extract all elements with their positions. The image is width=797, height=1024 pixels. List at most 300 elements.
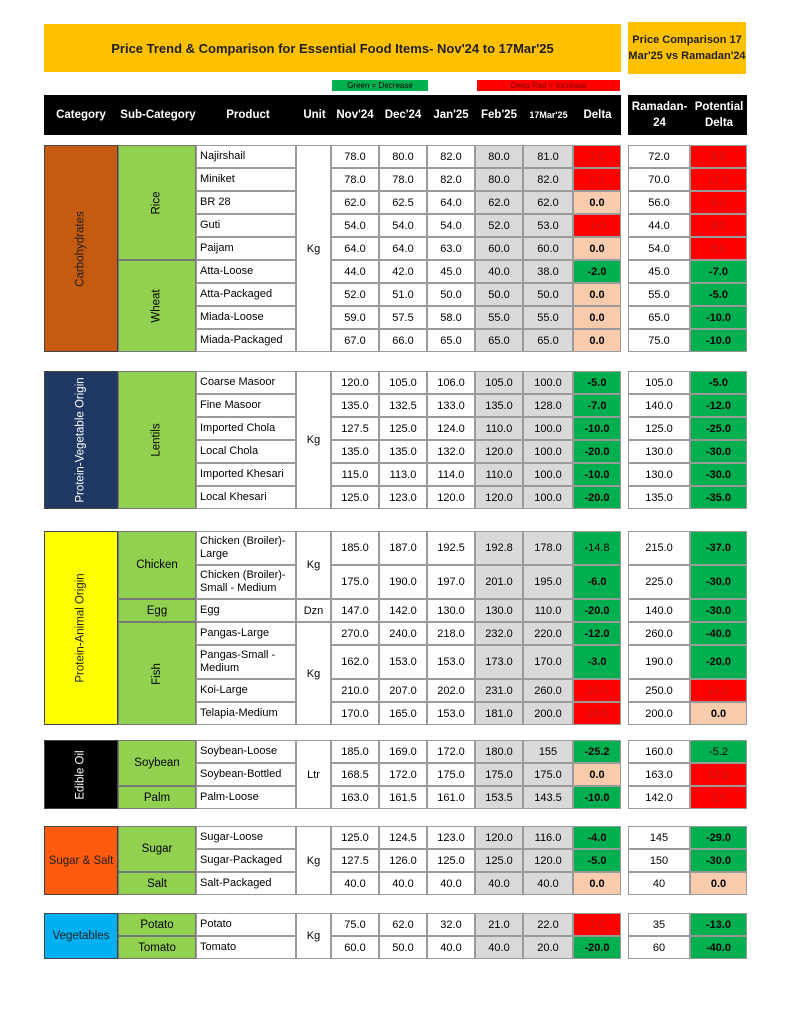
- price-ramadan24: 130.0: [628, 463, 690, 486]
- subcategory-label: Potato: [140, 918, 174, 931]
- delta-cell: -25.2: [573, 740, 621, 763]
- price-dec24: 50.0: [379, 936, 427, 959]
- delta-cell: -20.0: [573, 936, 621, 959]
- price-jan25: 106.0: [427, 371, 475, 394]
- product-name: Local Khesari: [196, 486, 296, 509]
- delta-cell: 0.0: [573, 306, 621, 329]
- price-jan25: 65.0: [427, 329, 475, 352]
- price-ramadan24: 72.0: [628, 145, 690, 168]
- potential-delta-cell: 10.0: [690, 679, 747, 702]
- price-dec24: 135.0: [379, 440, 427, 463]
- price-ramadan24: 225.0: [628, 565, 690, 599]
- price-nov24: 67.0: [331, 329, 379, 352]
- price-jan25: 50.0: [427, 283, 475, 306]
- price-nov24: 59.0: [331, 306, 379, 329]
- price-feb25: 153.5: [475, 786, 523, 809]
- subcategory-label: Soybean: [134, 757, 180, 769]
- price-feb25: 105.0: [475, 371, 523, 394]
- header-nov24: Nov'24: [336, 109, 374, 121]
- potential-delta-cell: -7.0: [690, 260, 747, 283]
- price-mar25: 40.0: [523, 872, 573, 895]
- subcategory-potato: [118, 913, 196, 936]
- price-jan25: 125.0: [427, 849, 475, 872]
- subcategory-label: Rice: [150, 190, 163, 215]
- price-nov24: 64.0: [331, 237, 379, 260]
- price-feb25: 231.0: [475, 679, 523, 702]
- potential-delta-cell: 6.0: [690, 237, 747, 260]
- price-ramadan24: 40: [628, 872, 690, 895]
- header-jan25: Jan'25: [433, 109, 469, 121]
- price-mar25: 155: [523, 740, 573, 763]
- price-dec24: 172.0: [379, 763, 427, 786]
- potential-delta-cell: -29.0: [690, 826, 747, 849]
- potential-delta-cell: -30.0: [690, 565, 747, 599]
- category-label: Sugar & Salt: [48, 854, 114, 867]
- price-mar25: 38.0: [523, 260, 573, 283]
- price-mar25: 220.0: [523, 622, 573, 645]
- price-nov24: 44.0: [331, 260, 379, 283]
- delta-cell: 19.0: [573, 702, 621, 725]
- subcategory-label: Chicken: [136, 559, 178, 571]
- price-ramadan24: 250.0: [628, 679, 690, 702]
- price-dec24: 51.0: [379, 283, 427, 306]
- delta-cell: -20.0: [573, 599, 621, 622]
- product-name: Najirshail: [196, 145, 296, 168]
- product-name: Atta-Packaged: [196, 283, 296, 306]
- price-dec24: 64.0: [379, 237, 427, 260]
- subcategory-chicken: [118, 531, 196, 599]
- price-jan25: 161.0: [427, 786, 475, 809]
- subcategory-label: Fish: [150, 662, 163, 685]
- unit-cell: Kg: [296, 826, 331, 895]
- price-nov24: 135.0: [331, 394, 379, 417]
- delta-cell: 0.0: [573, 329, 621, 352]
- price-nov24: 270.0: [331, 622, 379, 645]
- subcategory-sugar: [118, 826, 196, 872]
- potential-delta-cell: -5.0: [690, 371, 747, 394]
- price-mar25: 120.0: [523, 849, 573, 872]
- subcategory-fish: [118, 622, 196, 725]
- category-edible-oil: [44, 740, 118, 809]
- report-title: Price Trend & Comparison for Essential Food Items- Nov'24 to 17Mar'25: [44, 24, 621, 72]
- category-protein-animal-origin: [44, 531, 118, 725]
- delta-cell: 29.0: [573, 679, 621, 702]
- product-name: Local Chola: [196, 440, 296, 463]
- product-name: Imported Chola: [196, 417, 296, 440]
- category-label: Protein-Animal Origin: [75, 573, 88, 683]
- category-vegetables: [44, 913, 118, 959]
- price-mar25: 82.0: [523, 168, 573, 191]
- potential-delta-cell: 0.0: [690, 872, 747, 895]
- subcategory-salt: [118, 872, 196, 895]
- product-name: Koi-Large: [196, 679, 296, 702]
- product-name: BR 28: [196, 191, 296, 214]
- price-mar25: 200.0: [523, 702, 573, 725]
- delta-cell: -10.0: [573, 417, 621, 440]
- price-dec24: 66.0: [379, 329, 427, 352]
- price-dec24: 80.0: [379, 145, 427, 168]
- price-ramadan24: 75.0: [628, 329, 690, 352]
- price-feb25: 181.0: [475, 702, 523, 725]
- product-name: Tomato: [196, 936, 296, 959]
- price-feb25: 80.0: [475, 145, 523, 168]
- price-nov24: 40.0: [331, 872, 379, 895]
- price-mar25: 62.0: [523, 191, 573, 214]
- price-feb25: 135.0: [475, 394, 523, 417]
- delta-cell: 0.0: [573, 237, 621, 260]
- subcategory-label: Tomato: [138, 941, 176, 954]
- price-ramadan24: 45.0: [628, 260, 690, 283]
- delta-cell: -14.8: [573, 531, 621, 565]
- price-jan25: 40.0: [427, 936, 475, 959]
- price-feb25: 40.0: [475, 872, 523, 895]
- price-dec24: 190.0: [379, 565, 427, 599]
- product-name: Miniket: [196, 168, 296, 191]
- price-dec24: 105.0: [379, 371, 427, 394]
- price-jan25: 130.0: [427, 599, 475, 622]
- price-mar25: 81.0: [523, 145, 573, 168]
- price-feb25: 110.0: [475, 417, 523, 440]
- price-feb25: 175.0: [475, 763, 523, 786]
- product-name: Egg: [196, 599, 296, 622]
- price-jan25: 82.0: [427, 145, 475, 168]
- product-name: Salt-Packaged: [196, 872, 296, 895]
- price-dec24: 40.0: [379, 872, 427, 895]
- delta-cell: -10.0: [573, 786, 621, 809]
- potential-delta-cell: -30.0: [690, 599, 747, 622]
- price-mar25: 22.0: [523, 913, 573, 936]
- potential-delta-cell: -5.2: [690, 740, 747, 763]
- potential-delta-cell: -5.0: [690, 283, 747, 306]
- price-ramadan24: 44.0: [628, 214, 690, 237]
- price-mar25: 170.0: [523, 645, 573, 679]
- price-feb25: 65.0: [475, 329, 523, 352]
- potential-delta-cell: 9.0: [690, 145, 747, 168]
- price-jan25: 82.0: [427, 168, 475, 191]
- price-ramadan24: 190.0: [628, 645, 690, 679]
- price-jan25: 202.0: [427, 679, 475, 702]
- header-unit: Unit: [303, 109, 326, 121]
- product-name: Miada-Loose: [196, 306, 296, 329]
- price-nov24: 147.0: [331, 599, 379, 622]
- subcategory-label: Wheat: [151, 289, 163, 323]
- potential-delta-cell: 1.5: [690, 786, 747, 809]
- price-jan25: 123.0: [427, 826, 475, 849]
- price-dec24: 161.5: [379, 786, 427, 809]
- price-nov24: 185.0: [331, 740, 379, 763]
- price-nov24: 54.0: [331, 214, 379, 237]
- price-mar25: 100.0: [523, 440, 573, 463]
- price-nov24: 210.0: [331, 679, 379, 702]
- subcategory-label: Lentils: [151, 423, 163, 457]
- category-label: Vegetables: [52, 930, 110, 942]
- potential-delta-cell: -25.0: [690, 417, 747, 440]
- category-label: Carbohydrates: [75, 210, 87, 287]
- price-jan25: 132.0: [427, 440, 475, 463]
- price-dec24: 54.0: [379, 214, 427, 237]
- subcategory-rice: [118, 145, 196, 260]
- price-mar25: 100.0: [523, 417, 573, 440]
- price-feb25: 120.0: [475, 440, 523, 463]
- header-dec24: Dec'24: [384, 109, 422, 121]
- price-jan25: 120.0: [427, 486, 475, 509]
- price-ramadan24: 150: [628, 849, 690, 872]
- potential-delta-cell: 9.0: [690, 214, 747, 237]
- price-dec24: 57.5: [379, 306, 427, 329]
- subcategory-palm: [118, 786, 196, 809]
- header-mar25: 17Mar'25: [529, 110, 568, 120]
- price-mar25: 60.0: [523, 237, 573, 260]
- product-name: Sugar-Loose: [196, 826, 296, 849]
- unit-cell: Dzn: [296, 599, 331, 622]
- price-ramadan24: 200.0: [628, 702, 690, 725]
- price-ramadan24: 130.0: [628, 440, 690, 463]
- subcategory-label: Palm: [143, 791, 171, 804]
- price-ramadan24: 135.0: [628, 486, 690, 509]
- price-nov24: 127.5: [331, 849, 379, 872]
- delta-cell: -2.0: [573, 260, 621, 283]
- delta-cell: -20.0: [573, 486, 621, 509]
- price-dec24: 62.0: [379, 913, 427, 936]
- price-dec24: 113.0: [379, 463, 427, 486]
- price-mar25: 143.5: [523, 786, 573, 809]
- price-dec24: 207.0: [379, 679, 427, 702]
- price-nov24: 168.5: [331, 763, 379, 786]
- price-jan25: 64.0: [427, 191, 475, 214]
- delta-cell: 0.0: [573, 191, 621, 214]
- price-mar25: 128.0: [523, 394, 573, 417]
- price-nov24: 162.0: [331, 645, 379, 679]
- price-ramadan24: 65.0: [628, 306, 690, 329]
- price-jan25: 153.0: [427, 645, 475, 679]
- price-dec24: 132.5: [379, 394, 427, 417]
- potential-delta-cell: 0.0: [690, 702, 747, 725]
- price-dec24: 153.0: [379, 645, 427, 679]
- delta-cell: 0.0: [573, 872, 621, 895]
- header-potential-delta: Potential Delta: [691, 95, 747, 135]
- header-feb25: Feb'25: [481, 109, 517, 121]
- product-name: Paijam: [196, 237, 296, 260]
- price-jan25: 45.0: [427, 260, 475, 283]
- price-nov24: 175.0: [331, 565, 379, 599]
- product-name: Pangas-Small - Medium: [196, 645, 296, 679]
- price-nov24: 135.0: [331, 440, 379, 463]
- delta-cell: -6.0: [573, 565, 621, 599]
- delta-cell: -5.0: [573, 371, 621, 394]
- delta-cell: -3.0: [573, 645, 621, 679]
- delta-cell: -20.0: [573, 440, 621, 463]
- price-dec24: 123.0: [379, 486, 427, 509]
- price-jan25: 63.0: [427, 237, 475, 260]
- price-mar25: 50.0: [523, 283, 573, 306]
- price-feb25: 173.0: [475, 645, 523, 679]
- price-nov24: 125.0: [331, 826, 379, 849]
- price-ramadan24: 260.0: [628, 622, 690, 645]
- delta-cell: -10.0: [573, 463, 621, 486]
- subcategory-lentils: [118, 371, 196, 509]
- delta-cell: -7.0: [573, 394, 621, 417]
- product-name: Soybean-Bottled: [196, 763, 296, 786]
- delta-cell: 1.0: [573, 214, 621, 237]
- price-ramadan24: 142.0: [628, 786, 690, 809]
- price-feb25: 120.0: [475, 486, 523, 509]
- price-nov24: 185.0: [331, 531, 379, 565]
- potential-delta-cell: -12.0: [690, 394, 747, 417]
- price-ramadan24: 163.0: [628, 763, 690, 786]
- subcategory-label: Salt: [147, 877, 167, 890]
- price-feb25: 201.0: [475, 565, 523, 599]
- price-feb25: 120.0: [475, 826, 523, 849]
- price-nov24: 78.0: [331, 168, 379, 191]
- potential-delta-cell: -30.0: [690, 463, 747, 486]
- price-mar25: 110.0: [523, 599, 573, 622]
- price-jan25: 133.0: [427, 394, 475, 417]
- potential-delta-cell: -10.0: [690, 329, 747, 352]
- comparison-title: Price Comparison 17 Mar'25 vs Ramadan'24: [628, 22, 746, 74]
- subcategory-soybean: [118, 740, 196, 786]
- price-feb25: 55.0: [475, 306, 523, 329]
- price-dec24: 240.0: [379, 622, 427, 645]
- price-ramadan24: 105.0: [628, 371, 690, 394]
- price-nov24: 170.0: [331, 702, 379, 725]
- price-feb25: 80.0: [475, 168, 523, 191]
- unit-cell: Kg: [296, 913, 331, 959]
- price-jan25: 153.0: [427, 702, 475, 725]
- price-ramadan24: 145: [628, 826, 690, 849]
- price-jan25: 175.0: [427, 763, 475, 786]
- delta-cell: -5.0: [573, 849, 621, 872]
- delta-cell: 1.0: [573, 913, 621, 936]
- legend-red: Deep Red = Increase: [477, 80, 620, 91]
- product-name: Soybean-Loose: [196, 740, 296, 763]
- price-dec24: 126.0: [379, 849, 427, 872]
- product-name: Palm-Loose: [196, 786, 296, 809]
- price-dec24: 124.5: [379, 826, 427, 849]
- potential-delta-cell: -10.0: [690, 306, 747, 329]
- price-feb25: 40.0: [475, 260, 523, 283]
- potential-delta-cell: -20.0: [690, 645, 747, 679]
- potential-delta-cell: -30.0: [690, 849, 747, 872]
- category-label: Edible Oil: [75, 749, 87, 800]
- price-nov24: 115.0: [331, 463, 379, 486]
- price-feb25: 52.0: [475, 214, 523, 237]
- price-nov24: 125.0: [331, 486, 379, 509]
- price-jan25: 124.0: [427, 417, 475, 440]
- subcategory-wheat: [118, 260, 196, 352]
- price-feb25: 232.0: [475, 622, 523, 645]
- product-name: Sugar-Packaged: [196, 849, 296, 872]
- price-feb25: 40.0: [475, 936, 523, 959]
- price-jan25: 32.0: [427, 913, 475, 936]
- price-mar25: 260.0: [523, 679, 573, 702]
- price-ramadan24: 56.0: [628, 191, 690, 214]
- price-nov24: 52.0: [331, 283, 379, 306]
- price-dec24: 125.0: [379, 417, 427, 440]
- price-dec24: 165.0: [379, 702, 427, 725]
- price-nov24: 60.0: [331, 936, 379, 959]
- price-ramadan24: 125.0: [628, 417, 690, 440]
- unit-cell: Kg: [296, 531, 331, 599]
- price-dec24: 187.0: [379, 531, 427, 565]
- price-mar25: 55.0: [523, 306, 573, 329]
- price-jan25: 218.0: [427, 622, 475, 645]
- price-mar25: 100.0: [523, 463, 573, 486]
- unit-cell: Ltr: [296, 740, 331, 809]
- price-nov24: 163.0: [331, 786, 379, 809]
- potential-delta-cell: -30.0: [690, 440, 747, 463]
- category-label: Protein-Vegetable Origin: [75, 377, 87, 503]
- category-carbohydrates: [44, 145, 118, 352]
- price-jan25: 54.0: [427, 214, 475, 237]
- price-feb25: 50.0: [475, 283, 523, 306]
- product-name: Fine Masoor: [196, 394, 296, 417]
- price-mar25: 116.0: [523, 826, 573, 849]
- product-name: Potato: [196, 913, 296, 936]
- price-dec24: 169.0: [379, 740, 427, 763]
- delta-cell: 0.0: [573, 283, 621, 306]
- price-feb25: 130.0: [475, 599, 523, 622]
- price-ramadan24: 54.0: [628, 237, 690, 260]
- delta-cell: 2.0: [573, 168, 621, 191]
- price-nov24: 127.5: [331, 417, 379, 440]
- product-name: Imported Khesari: [196, 463, 296, 486]
- price-mar25: 20.0: [523, 936, 573, 959]
- price-ramadan24: 60: [628, 936, 690, 959]
- price-ramadan24: 55.0: [628, 283, 690, 306]
- delta-cell: 1.0: [573, 145, 621, 168]
- price-feb25: 180.0: [475, 740, 523, 763]
- header-delta: Delta: [583, 109, 612, 121]
- potential-delta-cell: 12.0: [690, 763, 747, 786]
- potential-delta-cell: -40.0: [690, 622, 747, 645]
- subcategory-label: Egg: [146, 604, 168, 617]
- header-subcategory: Sub-Category: [120, 109, 196, 121]
- unit-cell: Kg: [296, 145, 331, 352]
- header-ramadan24: Ramadan-24: [628, 95, 691, 135]
- subcategory-egg: [118, 599, 196, 622]
- price-jan25: 114.0: [427, 463, 475, 486]
- delta-cell: -12.0: [573, 622, 621, 645]
- price-ramadan24: 35: [628, 913, 690, 936]
- header-category: Category: [56, 109, 106, 121]
- product-name: Coarse Masoor: [196, 371, 296, 394]
- price-mar25: 100.0: [523, 371, 573, 394]
- product-name: Miada-Packaged: [196, 329, 296, 352]
- price-ramadan24: 140.0: [628, 394, 690, 417]
- potential-delta-cell: -13.0: [690, 913, 747, 936]
- product-name: Atta-Loose: [196, 260, 296, 283]
- price-mar25: 53.0: [523, 214, 573, 237]
- price-feb25: 62.0: [475, 191, 523, 214]
- price-dec24: 78.0: [379, 168, 427, 191]
- subcategory-tomato: [118, 936, 196, 959]
- potential-delta-cell: -35.0: [690, 486, 747, 509]
- product-name: Pangas-Large: [196, 622, 296, 645]
- product-name: Telapia-Medium: [196, 702, 296, 725]
- potential-delta-cell: 12.0: [690, 168, 747, 191]
- price-nov24: 120.0: [331, 371, 379, 394]
- price-ramadan24: 70.0: [628, 168, 690, 191]
- price-feb25: 192.8: [475, 531, 523, 565]
- price-mar25: 65.0: [523, 329, 573, 352]
- price-mar25: 195.0: [523, 565, 573, 599]
- price-jan25: 172.0: [427, 740, 475, 763]
- delta-cell: 0.0: [573, 763, 621, 786]
- price-mar25: 178.0: [523, 531, 573, 565]
- price-dec24: 62.5: [379, 191, 427, 214]
- price-mar25: 175.0: [523, 763, 573, 786]
- price-ramadan24: 160.0: [628, 740, 690, 763]
